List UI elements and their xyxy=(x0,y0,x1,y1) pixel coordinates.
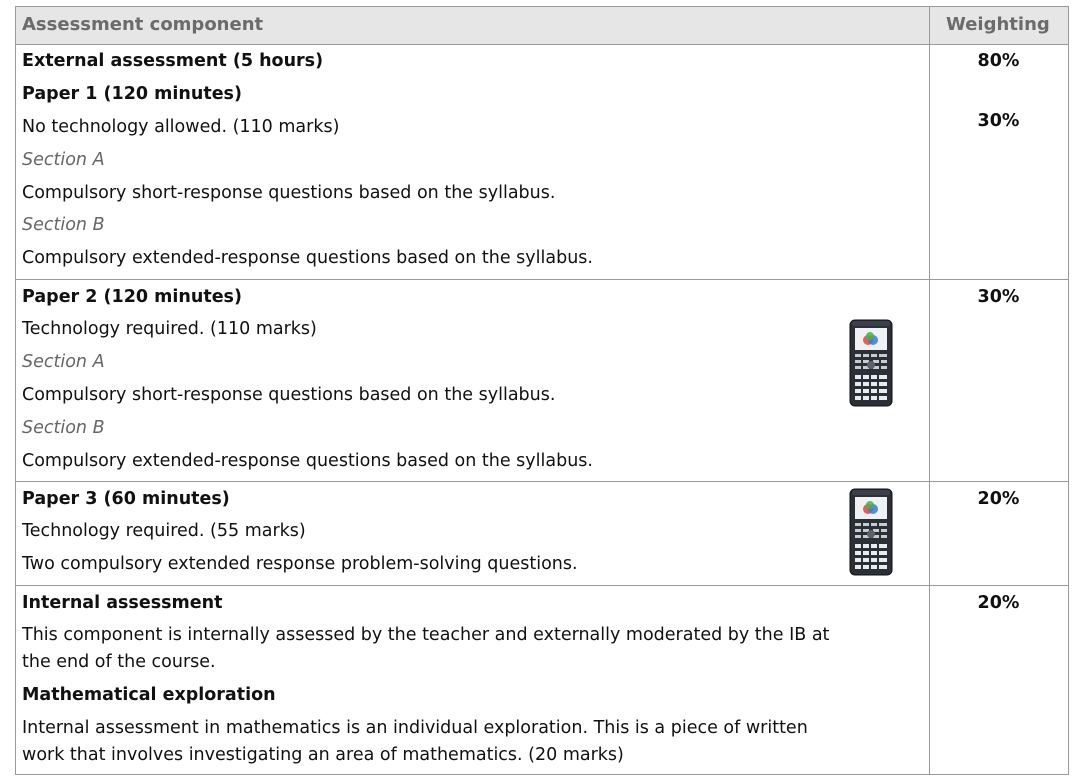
paper2-section-a: Section A xyxy=(22,352,105,372)
paper2-section-a-desc: Compulsory short-response questions based on the syllabus. xyxy=(22,385,556,405)
paper1-section-a-desc: Compulsory short-response questions based on the syllabus. xyxy=(22,183,556,203)
row-divider xyxy=(16,279,1068,280)
header-component: Assessment component xyxy=(22,14,264,35)
assessment-table xyxy=(15,6,1069,775)
paper1-weight: 30% xyxy=(977,111,1020,131)
paper2-note: Technology required. (110 marks) xyxy=(22,319,317,339)
paper1-section-b-desc: Compulsory extended-response questions based on the syllabus. xyxy=(22,248,593,268)
row-divider xyxy=(16,481,1068,482)
exploration-title: Mathematical exploration xyxy=(22,685,276,705)
paper3-title: Paper 3 (60 minutes) xyxy=(22,489,230,509)
paper2-section-b-desc: Compulsory extended-response questions based on the syllabus. xyxy=(22,451,593,471)
paper1-section-b: Section B xyxy=(22,215,105,235)
graphing-calculator-icon xyxy=(849,319,893,407)
paper3-note: Technology required. (55 marks) xyxy=(22,521,306,541)
header-weighting: Weighting xyxy=(946,14,1050,35)
paper1-note: No technology allowed. (110 marks) xyxy=(22,117,340,137)
graphing-calculator-icon xyxy=(849,488,893,576)
paper2-section-b: Section B xyxy=(22,418,105,438)
table-header xyxy=(16,7,1068,45)
row-divider xyxy=(16,585,1068,586)
exploration-line1: Internal assessment in mathematics is an individual exploration. This is a piece of written xyxy=(22,718,808,738)
internal-desc-line2: the end of the course. xyxy=(22,652,216,672)
exploration-line2: work that involves investigating an area of mathematics. (20 marks) xyxy=(22,745,624,765)
paper2-title: Paper 2 (120 minutes) xyxy=(22,287,242,307)
external-assessment-title: External assessment (5 hours) xyxy=(22,51,324,71)
paper3-desc: Two compulsory extended response problem-solving questions. xyxy=(22,554,578,574)
paper2-weight: 30% xyxy=(977,287,1020,307)
internal-assessment-title: Internal assessment xyxy=(22,593,223,613)
internal-assessment-weight: 20% xyxy=(977,593,1020,613)
paper3-weight: 20% xyxy=(977,489,1020,509)
paper1-title: Paper 1 (120 minutes) xyxy=(22,84,242,104)
external-assessment-weight: 80% xyxy=(977,51,1020,71)
internal-desc-line1: This component is internally assessed by the teacher and externally moderated by the IB at xyxy=(22,625,830,645)
paper1-section-a: Section A xyxy=(22,150,105,170)
